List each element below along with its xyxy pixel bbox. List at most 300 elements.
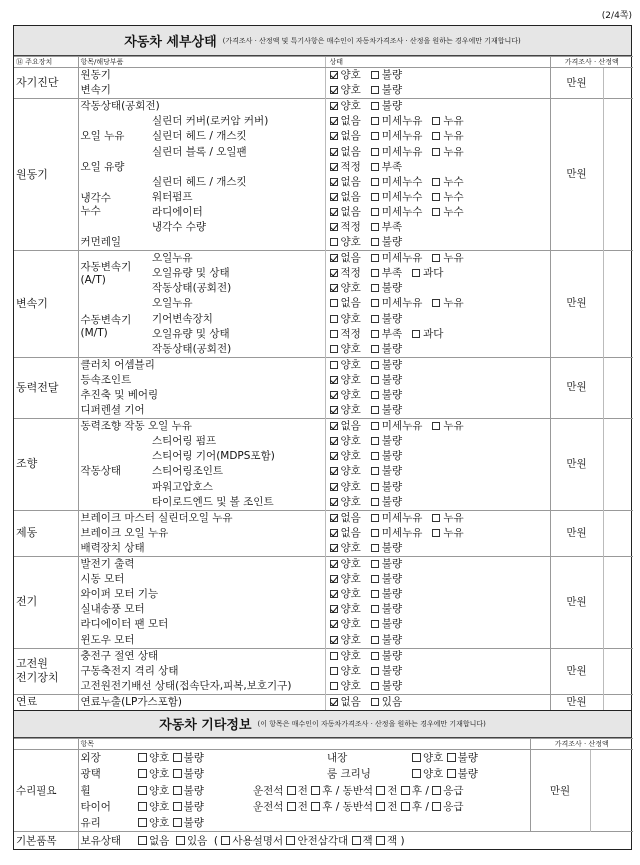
empty-box-icon[interactable] — [371, 590, 379, 598]
checkbox-option[interactable] — [330, 572, 361, 587]
checkbox-option[interactable] — [371, 633, 402, 648]
empty-box-icon[interactable] — [432, 208, 440, 216]
price-blank[interactable] — [603, 68, 633, 99]
empty-box-icon[interactable] — [371, 620, 379, 628]
checkbox-option[interactable] — [330, 449, 361, 464]
checked-box-icon[interactable] — [330, 514, 338, 522]
checkbox-option[interactable] — [432, 190, 463, 205]
checkbox-option[interactable] — [330, 434, 361, 449]
checkbox-option[interactable] — [371, 312, 402, 327]
empty-box-icon[interactable] — [330, 299, 338, 307]
empty-box-icon[interactable] — [371, 682, 379, 690]
checkbox-option[interactable] — [371, 541, 402, 556]
empty-box-icon[interactable] — [371, 529, 379, 537]
empty-box-icon[interactable] — [176, 836, 185, 845]
checkbox-option[interactable] — [330, 160, 361, 175]
checkbox-option[interactable] — [330, 99, 361, 114]
empty-box-icon[interactable] — [330, 652, 338, 660]
empty-box-icon[interactable] — [371, 452, 379, 460]
empty-box-icon[interactable] — [371, 163, 379, 171]
option-label: 불량 — [381, 603, 403, 616]
checked-box-icon[interactable] — [330, 86, 338, 94]
checkbox-option[interactable] — [371, 664, 402, 679]
checkbox-option[interactable] — [412, 266, 443, 281]
option-label: 양호 — [340, 679, 361, 692]
item-label: 오일유량 및 상태 — [152, 327, 230, 340]
empty-box-icon[interactable] — [371, 514, 379, 522]
checkbox-option[interactable] — [330, 296, 361, 311]
option-label: 양호 — [340, 664, 361, 677]
checkbox-option[interactable] — [432, 526, 463, 541]
empty-box-icon[interactable] — [371, 178, 379, 186]
empty-box-icon[interactable] — [371, 71, 379, 79]
item-label: 동력조향 작동 오일 누유 — [78, 419, 325, 435]
empty-box-icon[interactable] — [371, 498, 379, 506]
empty-box-icon[interactable] — [138, 818, 147, 827]
checkbox-option[interactable] — [330, 617, 361, 632]
checkbox-option[interactable] — [371, 83, 402, 98]
price-cell[interactable]: 만원 — [550, 251, 603, 358]
checkbox-option[interactable] — [330, 190, 361, 205]
extra-row: 수리필요 외장 양호 불량 내장 양호 불량 만원 — [14, 749, 633, 766]
price-cell[interactable]: 만원 — [550, 510, 603, 556]
checked-box-icon[interactable] — [330, 254, 338, 262]
empty-box-icon[interactable] — [138, 836, 147, 845]
checkbox-option[interactable] — [330, 145, 361, 160]
checkbox-option[interactable] — [371, 327, 402, 342]
option-label: 불량 — [381, 649, 403, 662]
empty-box-icon[interactable] — [371, 223, 379, 231]
checkbox-option[interactable] — [371, 296, 423, 311]
empty-box-icon[interactable] — [371, 238, 379, 246]
checkbox-option[interactable] — [330, 602, 361, 617]
empty-box-icon[interactable] — [432, 178, 440, 186]
empty-box-icon[interactable] — [330, 330, 338, 338]
checkbox-option[interactable] — [330, 358, 361, 373]
price-cell[interactable]: 만원 — [530, 749, 590, 831]
section-title-text: 자동차 세부상태 — [124, 35, 217, 50]
checkbox-option[interactable] — [330, 633, 361, 648]
checkbox-option[interactable] — [330, 480, 361, 495]
empty-box-icon[interactable] — [371, 284, 379, 292]
checkbox-option[interactable] — [371, 495, 402, 510]
checked-box-icon[interactable] — [330, 71, 338, 79]
checked-box-icon[interactable] — [330, 498, 338, 506]
empty-box-icon[interactable] — [371, 330, 379, 338]
price-blank[interactable] — [603, 251, 633, 358]
empty-box-icon[interactable] — [401, 786, 410, 795]
checked-box-icon[interactable] — [330, 223, 338, 231]
empty-box-icon[interactable] — [371, 437, 379, 445]
empty-box-icon[interactable] — [371, 315, 379, 323]
option-label: 양호 — [340, 282, 361, 295]
empty-box-icon[interactable] — [447, 753, 456, 762]
checkbox-option[interactable] — [412, 327, 443, 342]
empty-box-icon[interactable] — [371, 376, 379, 384]
checkbox-option[interactable] — [330, 511, 361, 526]
checkbox-option[interactable] — [330, 695, 361, 710]
price-cell[interactable]: 만원 — [550, 648, 603, 694]
empty-box-icon[interactable] — [138, 769, 147, 778]
checkbox-option[interactable] — [330, 266, 361, 281]
checkbox-option[interactable] — [432, 296, 463, 311]
checkbox-option[interactable] — [371, 373, 402, 388]
checkbox-option[interactable] — [371, 511, 423, 526]
checkbox-option[interactable] — [330, 557, 361, 572]
state-cell — [325, 526, 550, 541]
price-cell[interactable]: 만원 — [550, 694, 603, 710]
extra-rows — [14, 749, 633, 848]
option-label: 불량 — [381, 236, 403, 249]
empty-box-icon[interactable] — [371, 269, 379, 277]
option-label: 미세누유 — [381, 115, 423, 128]
checkbox-option[interactable] — [371, 342, 402, 357]
checkbox-option[interactable] — [330, 251, 361, 266]
option-label: 양호 — [340, 465, 361, 478]
checked-box-icon[interactable] — [330, 560, 338, 568]
empty-box-icon[interactable] — [371, 254, 379, 262]
empty-box-icon[interactable] — [330, 345, 338, 353]
item-label: 오일누유 — [152, 297, 193, 310]
checkbox-option[interactable] — [371, 434, 402, 449]
empty-box-icon[interactable] — [173, 802, 182, 811]
detail-row — [14, 541, 633, 557]
checked-box-icon[interactable] — [330, 452, 338, 460]
checkbox-option[interactable] — [371, 480, 402, 495]
checked-box-icon[interactable] — [330, 208, 338, 216]
option-label: 불량 — [381, 495, 403, 508]
empty-box-icon[interactable] — [371, 636, 379, 644]
checked-box-icon[interactable] — [330, 529, 338, 537]
checked-box-icon[interactable] — [330, 698, 338, 706]
empty-box-icon[interactable] — [376, 836, 385, 845]
empty-box-icon[interactable] — [352, 836, 361, 845]
empty-box-icon[interactable] — [371, 605, 379, 613]
checkbox-option[interactable] — [371, 572, 402, 587]
checkbox-option[interactable] — [330, 312, 361, 327]
checkbox-option[interactable] — [371, 649, 402, 664]
checked-box-icon[interactable] — [330, 163, 338, 171]
detail-row — [14, 664, 633, 679]
extra-header — [14, 738, 633, 749]
checkbox-option[interactable] — [330, 68, 361, 83]
empty-box-icon[interactable] — [432, 514, 440, 522]
empty-box-icon[interactable] — [311, 802, 320, 811]
checked-box-icon[interactable] — [330, 422, 338, 430]
checkbox-option[interactable] — [371, 695, 402, 710]
checkbox-option[interactable] — [330, 464, 361, 479]
checkbox-option[interactable] — [371, 464, 402, 479]
checkbox-option[interactable] — [371, 235, 402, 250]
checkbox-option[interactable] — [371, 419, 423, 434]
empty-box-icon[interactable] — [432, 117, 440, 125]
sub-group-label: 냉각수 누수 — [80, 191, 111, 217]
checked-box-icon[interactable] — [330, 467, 338, 475]
option-label: 없음 — [340, 175, 361, 188]
checkbox-option[interactable] — [371, 251, 423, 266]
empty-box-icon[interactable] — [330, 682, 338, 690]
checkbox-option[interactable] — [371, 557, 402, 572]
checkbox-option[interactable] — [330, 373, 361, 388]
checkbox-option[interactable] — [371, 175, 423, 190]
checkbox-option[interactable] — [330, 419, 361, 434]
price-cell[interactable]: 만원 — [550, 419, 603, 511]
state-cell — [325, 480, 550, 495]
table-header — [14, 57, 633, 68]
empty-box-icon[interactable] — [371, 345, 379, 353]
checkbox-option[interactable] — [371, 449, 402, 464]
empty-box-icon[interactable] — [371, 361, 379, 369]
empty-box-icon[interactable] — [376, 786, 385, 795]
checkbox-option[interactable] — [371, 602, 402, 617]
empty-box-icon[interactable] — [371, 299, 379, 307]
checkbox-option[interactable] — [371, 99, 402, 114]
checked-box-icon[interactable] — [330, 483, 338, 491]
checkbox-option[interactable] — [330, 235, 361, 250]
checkbox-option[interactable] — [432, 251, 463, 266]
empty-box-icon[interactable] — [447, 769, 456, 778]
option-label: 양호 — [340, 312, 361, 325]
state-cell — [325, 464, 550, 479]
checked-box-icon[interactable] — [330, 376, 338, 384]
checkbox-option[interactable] — [432, 175, 463, 190]
checked-box-icon[interactable] — [330, 284, 338, 292]
empty-box-icon[interactable] — [376, 802, 385, 811]
checkbox-option[interactable] — [330, 281, 361, 296]
checked-box-icon[interactable] — [330, 636, 338, 644]
checked-box-icon[interactable] — [330, 193, 338, 201]
empty-box-icon[interactable] — [173, 769, 182, 778]
empty-box-icon[interactable] — [401, 802, 410, 811]
checkbox-option[interactable] — [330, 388, 361, 403]
price-blank[interactable] — [603, 419, 633, 511]
sub-group-label: 작동상태 — [80, 465, 122, 478]
price-blank[interactable] — [603, 510, 633, 556]
checkbox-option[interactable] — [330, 114, 361, 129]
empty-box-icon[interactable] — [221, 836, 230, 845]
empty-box-icon[interactable] — [371, 148, 379, 156]
price-cell[interactable]: 만원 — [550, 357, 603, 418]
checkbox-option[interactable] — [330, 220, 361, 235]
checkbox-option[interactable] — [371, 114, 423, 129]
price-blank[interactable] — [603, 557, 633, 649]
checkbox-option[interactable] — [432, 114, 463, 129]
price-cell[interactable]: 만원 — [550, 99, 603, 251]
checked-box-icon[interactable] — [330, 391, 338, 399]
checkbox-option[interactable] — [330, 129, 361, 144]
option-label: 양호 — [340, 389, 361, 402]
checked-box-icon[interactable] — [330, 437, 338, 445]
checkbox-option[interactable] — [371, 129, 423, 144]
checkbox-option[interactable] — [371, 220, 402, 235]
empty-box-icon[interactable] — [138, 786, 147, 795]
option-label: 적정 — [340, 327, 361, 340]
option-label: 미세누유 — [381, 252, 423, 265]
checkbox-option[interactable] — [371, 358, 402, 373]
empty-box-icon[interactable] — [138, 802, 147, 811]
checked-box-icon[interactable] — [330, 575, 338, 583]
checkbox-option[interactable] — [371, 266, 402, 281]
checkbox-option[interactable] — [330, 175, 361, 190]
section-title — [14, 26, 631, 56]
checkbox-option[interactable] — [371, 145, 423, 160]
empty-box-icon[interactable] — [371, 483, 379, 491]
checked-box-icon[interactable] — [330, 406, 338, 414]
detail-row — [14, 434, 633, 449]
empty-box-icon[interactable] — [371, 544, 379, 552]
state-cell — [325, 632, 550, 648]
price-cell[interactable]: 만원 — [550, 68, 603, 99]
checkbox-option[interactable] — [330, 587, 361, 602]
detail-row — [14, 251, 633, 267]
state-cell — [325, 144, 550, 159]
checkbox-option[interactable] — [371, 190, 423, 205]
empty-box-icon[interactable] — [371, 698, 379, 706]
checked-box-icon[interactable] — [330, 178, 338, 186]
checked-box-icon[interactable] — [330, 544, 338, 552]
checkbox-option[interactable] — [371, 68, 402, 83]
empty-box-icon[interactable] — [371, 467, 379, 475]
empty-box-icon[interactable] — [173, 753, 182, 762]
empty-box-icon[interactable] — [432, 529, 440, 537]
checkbox-option[interactable] — [330, 327, 361, 342]
checkbox-option[interactable] — [371, 617, 402, 632]
option-label: 불량 — [381, 100, 403, 113]
empty-box-icon[interactable] — [371, 193, 379, 201]
empty-box-icon[interactable] — [287, 802, 296, 811]
device-group-label: 고전원 전기장치 — [14, 648, 78, 694]
checked-box-icon[interactable] — [330, 620, 338, 628]
empty-box-icon[interactable] — [371, 86, 379, 94]
empty-box-icon[interactable] — [330, 361, 338, 369]
empty-box-icon[interactable] — [412, 330, 420, 338]
state-cell — [325, 312, 550, 327]
detail-row — [14, 68, 633, 84]
option-label: 양호 — [340, 450, 361, 463]
option-label: 누수 — [443, 205, 464, 218]
checkbox-option[interactable] — [330, 342, 361, 357]
empty-box-icon[interactable] — [432, 786, 441, 795]
option-label: 부족 — [381, 220, 403, 233]
basic-items-row — [14, 832, 633, 849]
price-cell[interactable]: 만원 — [550, 557, 603, 649]
empty-box-icon[interactable] — [138, 753, 147, 762]
empty-box-icon[interactable] — [371, 208, 379, 216]
item-label: 타이로드엔드 및 볼 조인트 — [152, 495, 274, 508]
checkbox-option[interactable] — [371, 679, 402, 694]
state-cell — [325, 327, 550, 342]
price-blank[interactable] — [603, 648, 633, 694]
option-label: 불량 — [381, 373, 403, 386]
checkbox-option[interactable] — [330, 495, 361, 510]
checked-box-icon[interactable] — [330, 102, 338, 110]
checkbox-option[interactable] — [330, 526, 361, 541]
empty-box-icon[interactable] — [311, 786, 320, 795]
checked-box-icon[interactable] — [330, 269, 338, 277]
checkbox-option[interactable] — [432, 205, 463, 220]
empty-box-icon[interactable] — [173, 818, 182, 827]
empty-box-icon[interactable] — [330, 315, 338, 323]
option-label: 불량 — [381, 282, 403, 295]
option-label: 불량 — [381, 558, 403, 571]
checkbox-option[interactable] — [371, 160, 402, 175]
empty-box-icon[interactable] — [286, 836, 295, 845]
checkbox-option[interactable] — [330, 649, 361, 664]
empty-box-icon[interactable] — [371, 575, 379, 583]
empty-box-icon[interactable] — [371, 422, 379, 430]
empty-box-icon[interactable] — [432, 193, 440, 201]
checkbox-option[interactable] — [330, 664, 361, 679]
checkbox-option[interactable] — [371, 281, 402, 296]
empty-box-icon[interactable] — [432, 299, 440, 307]
empty-box-icon[interactable] — [371, 132, 379, 140]
option-label: 불량 — [381, 618, 403, 631]
empty-box-icon[interactable] — [432, 422, 440, 430]
checked-box-icon[interactable] — [330, 590, 338, 598]
checkbox-option[interactable] — [432, 419, 463, 434]
empty-box-icon[interactable] — [371, 667, 379, 675]
option-label: 없음 — [340, 130, 361, 143]
checked-box-icon[interactable] — [330, 117, 338, 125]
checkbox-option[interactable] — [432, 129, 463, 144]
detail-row — [14, 587, 633, 602]
checkbox-option[interactable] — [330, 541, 361, 556]
empty-box-icon[interactable] — [432, 254, 440, 262]
price-blank[interactable] — [603, 694, 633, 710]
empty-box-icon[interactable] — [371, 391, 379, 399]
checkbox-option[interactable] — [371, 388, 402, 403]
empty-box-icon[interactable] — [371, 652, 379, 660]
state-cell — [325, 296, 550, 311]
empty-box-icon[interactable] — [432, 802, 441, 811]
price-blank[interactable] — [603, 357, 633, 418]
empty-box-icon[interactable] — [173, 786, 182, 795]
checkbox-option[interactable] — [371, 403, 402, 418]
checkbox-option[interactable] — [371, 526, 423, 541]
checkbox-option[interactable] — [371, 205, 423, 220]
empty-box-icon[interactable] — [412, 269, 420, 277]
empty-box-icon[interactable] — [371, 560, 379, 568]
empty-box-icon[interactable] — [412, 769, 421, 778]
checkbox-option[interactable] — [371, 587, 402, 602]
checkbox-option[interactable] — [330, 403, 361, 418]
price-blank[interactable] — [603, 99, 633, 251]
checkbox-option[interactable] — [330, 679, 361, 694]
item-label: 디퍼렌셜 기어 — [80, 404, 145, 417]
empty-box-icon[interactable] — [330, 667, 338, 675]
state-cell — [325, 388, 550, 403]
empty-box-icon[interactable] — [371, 406, 379, 414]
item-label: 실린더 커버(로커암 커버) — [152, 115, 269, 128]
empty-box-icon[interactable] — [371, 117, 379, 125]
checkbox-option[interactable] — [432, 145, 463, 160]
empty-box-icon[interactable] — [432, 148, 440, 156]
checkbox-option[interactable] — [330, 83, 361, 98]
checkbox-option[interactable] — [330, 205, 361, 220]
checked-box-icon[interactable] — [330, 148, 338, 156]
checked-box-icon[interactable] — [330, 132, 338, 140]
empty-box-icon[interactable] — [287, 786, 296, 795]
checked-box-icon[interactable] — [330, 605, 338, 613]
empty-box-icon[interactable] — [371, 102, 379, 110]
checkbox-option[interactable] — [432, 511, 463, 526]
empty-box-icon[interactable] — [432, 132, 440, 140]
state-cell — [325, 648, 550, 664]
empty-box-icon[interactable] — [330, 238, 338, 246]
state-cell — [325, 495, 550, 511]
detail-row — [14, 403, 633, 419]
empty-box-icon[interactable] — [412, 753, 421, 762]
